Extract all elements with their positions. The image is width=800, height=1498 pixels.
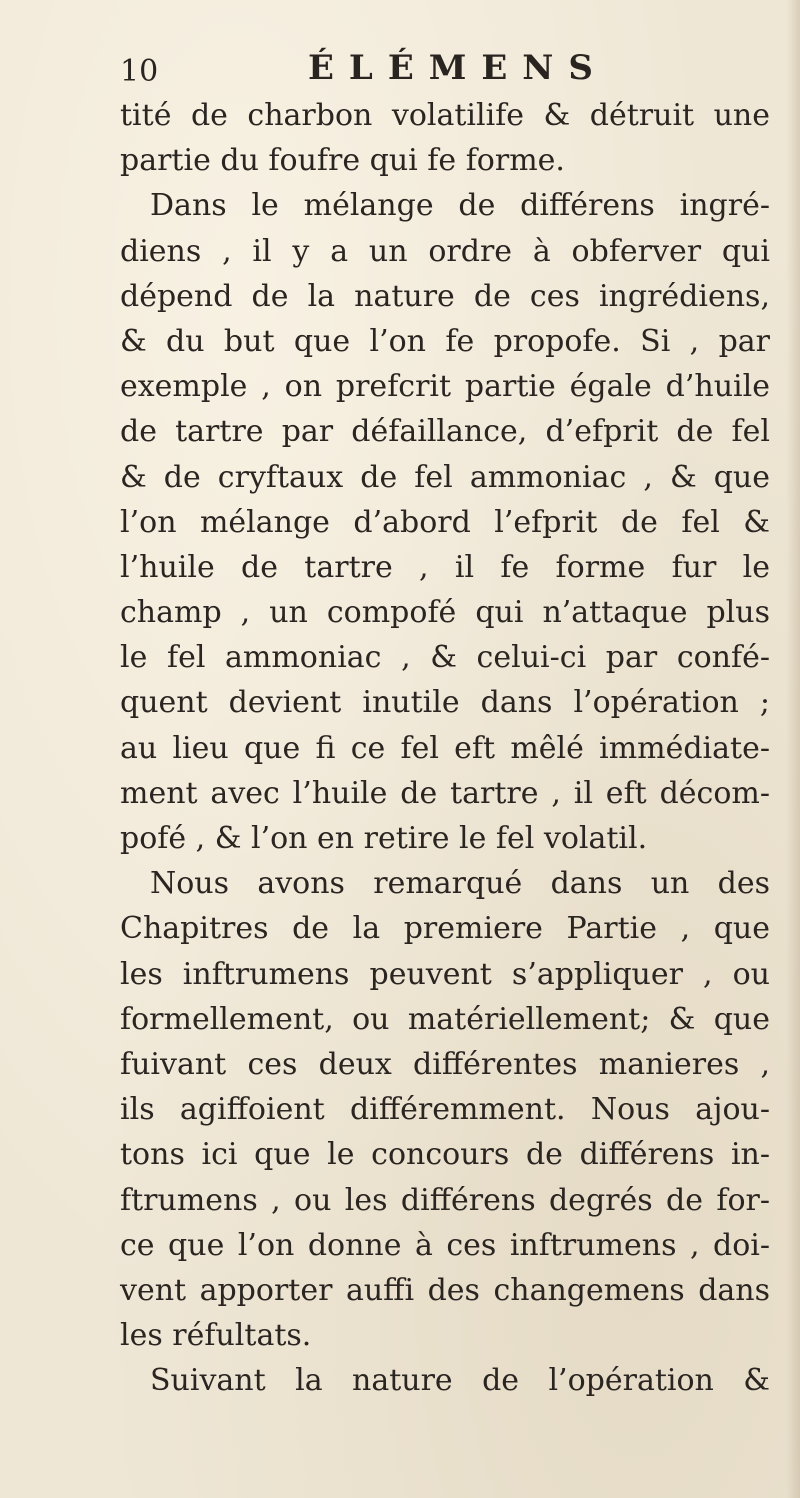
text-line: ftrumens , ou les différens degrés de for-	[120, 1182, 770, 1218]
text-line: Nous avons remarqué dans un des	[150, 866, 770, 902]
text-line: les inftrumens peuvent s’appliquer , ou	[120, 956, 770, 992]
text-line: Chapitres de la premiere Partie , que	[120, 911, 770, 947]
text-line: Suivant la nature de l’opération &	[150, 1363, 770, 1399]
text-line: ment avec l’huile de tartre , il eft décom-	[120, 775, 770, 811]
text-line: au lieu que fi ce fel eft mêlé immédiate-	[120, 730, 770, 766]
text-line: formellement, ou matériellement; & que	[120, 1001, 770, 1037]
text-line: exemple , on prefcrit partie égale d’huile	[120, 369, 770, 405]
text-line: de tartre par défaillance, d’efprit de fel	[120, 414, 770, 450]
text-line: fuivant ces deux différentes manieres ,	[120, 1046, 770, 1082]
page-edge-shadow	[786, 0, 800, 1498]
text-line: diens , il y a un ordre à obferver qui	[120, 233, 770, 269]
text-line: & de cryftaux de fel ammoniac , & que	[120, 459, 770, 495]
text-line: & du but que l’on fe propofe. Si , par	[120, 323, 770, 359]
text-line: partie du foufre qui fe forme.	[120, 143, 565, 179]
text-line: quent devient inutile dans l’opération ;	[120, 685, 770, 721]
text-line: l’huile de tartre , il fe forme fur le	[120, 549, 770, 585]
text-line: tons ici que le concours de différens in-	[120, 1137, 770, 1173]
text-line: dépend de la nature de ces ingrédiens,	[120, 278, 770, 314]
text-line: pofé , & l’on en retire le fel volatil.	[120, 821, 648, 856]
text-line: vent apporter auffi des changemens dans	[120, 1272, 770, 1308]
page-number: 10	[120, 54, 159, 89]
text-line: ce que l’on donne à ces inftrumens , doi-	[120, 1227, 770, 1263]
text-line: le fel ammoniac , & celui-ci par confé-	[120, 640, 770, 676]
running-head: ÉLÉMENS	[308, 48, 608, 88]
text-line: champ , un compofé qui n’attaque plus	[120, 595, 770, 631]
text-line: l’on mélange d’abord l’efprit de fel &	[120, 504, 770, 540]
text-line: Dans le mélange de différens ingré-	[150, 188, 770, 224]
text-line: tité de charbon volatilife & détruit une	[120, 98, 770, 133]
text-line: ils agiffoient différemment. Nous ajou-	[120, 1092, 770, 1128]
page-header	[120, 40, 760, 98]
body-text	[120, 93, 770, 1403]
text-line: les réfultats.	[120, 1318, 312, 1354]
